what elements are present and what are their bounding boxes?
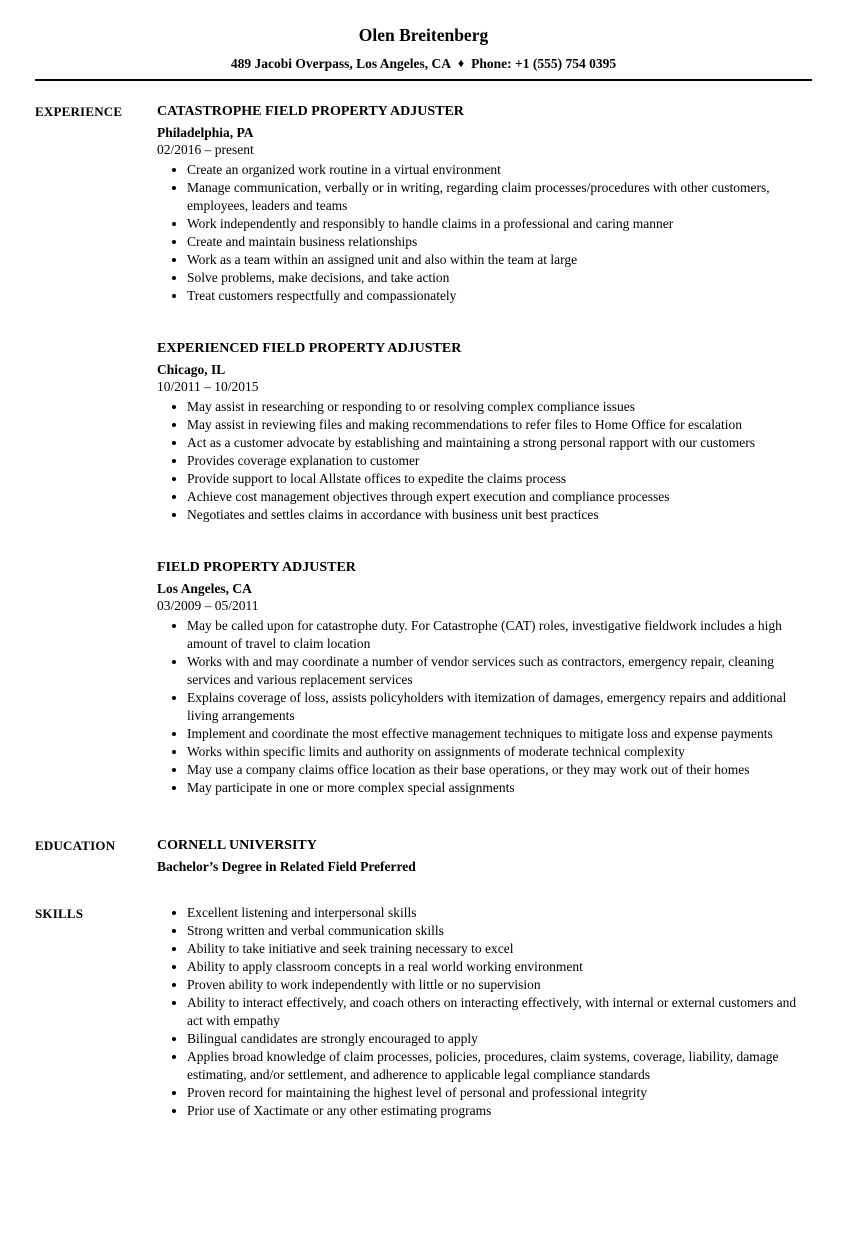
bullet-item: • Achieve cost management objectives through expert execution and compliance processes — [187, 488, 812, 506]
job-title: EXPERIENCED FIELD PROPERTY ADJUSTER — [157, 341, 462, 356]
bullet-item: • Works within specific limits and authority on assignments of moderate technical complexity — [187, 743, 812, 761]
bullet-item: • Strong written and verbal communication skills — [187, 922, 812, 940]
bullet-item: • Provides coverage explanation to customer — [187, 452, 812, 470]
bullet-item: • May participate in one or more complex special assignments — [187, 779, 812, 797]
bullet-item: • Create an organized work routine in a virtual environment — [187, 161, 812, 179]
bullet-item: • Ability to apply classroom concepts in a real world working environment — [187, 958, 812, 976]
bullet-item: • May be called upon for catastrophe duty. For Catastrophe (CAT) roles, investigative fieldwork includes a high amount of travel to claim location — [187, 617, 812, 653]
job-location: Los Angeles, CA — [157, 581, 252, 596]
skills-section-label: SKILLS — [35, 906, 84, 921]
header-divider — [35, 79, 812, 81]
skills-section — [35, 904, 812, 1120]
skills-content — [157, 904, 812, 1120]
bullet-item: • Treat customers respectfully and compassionately — [187, 287, 812, 305]
education-content — [157, 836, 812, 875]
diamond-separator-icon: ♦ — [458, 56, 465, 70]
experience-section — [35, 102, 812, 797]
job-dates: 03/2009 – 05/2011 — [157, 598, 259, 613]
contact-address: 489 Jacobi Overpass, Los Angeles, CA — [230, 56, 452, 71]
education-section — [35, 836, 812, 875]
bullet-item: • Work independently and responsibly to handle claims in a professional and caring manner — [187, 215, 812, 233]
job-bullet-list — [157, 398, 812, 524]
job-location: Chicago, IL — [157, 362, 226, 377]
job-entry-1 — [157, 102, 812, 305]
bullet-item: • Proven record for maintaining the highest level of personal and professional integrity — [187, 1084, 812, 1102]
bullet-item: • Bilingual candidates are strongly encouraged to apply — [187, 1030, 812, 1048]
job-location: Philadelphia, PA — [157, 125, 254, 140]
bullet-item: • Manage communication, verbally or in writing, regarding claim processes/procedures with other customers, employees, leaders and teams — [187, 179, 812, 215]
bullet-item: • Ability to take initiative and seek training necessary to excel — [187, 940, 812, 958]
job-entry-2 — [157, 339, 812, 524]
bullet-item: • Proven ability to work independently with little or no supervision — [187, 976, 812, 994]
degree: Bachelor’s Degree in Related Field Preferred — [157, 859, 416, 874]
education-section-label: EDUCATION — [35, 838, 116, 853]
bullet-item: • Ability to interact effectively, and coach others on interacting effectively, with internal or external customers and act with empathy — [187, 994, 812, 1030]
bullet-item: • May assist in researching or responding to or resolving complex compliance issues — [187, 398, 812, 416]
contact-line — [35, 55, 812, 72]
job-bullet-list — [157, 617, 812, 797]
bullet-item: • Create and maintain business relationships — [187, 233, 812, 251]
skills-bullet-list — [157, 904, 812, 1120]
bullet-item: • Negotiates and settles claims in accordance with business unit best practices — [187, 506, 812, 524]
bullet-item: • Implement and coordinate the most effective management techniques to mitigate loss and expense payments — [187, 725, 812, 743]
bullet-item: • Explains coverage of loss, assists policyholders with itemization of damages, emergency repairs and additional living arrangements — [187, 689, 812, 725]
school-name: CORNELL UNIVERSITY — [157, 838, 317, 853]
job-title: CATASTROPHE FIELD PROPERTY ADJUSTER — [157, 104, 464, 119]
experience-content — [157, 102, 812, 797]
bullet-item: • Works with and may coordinate a number of vendor services such as contractors, emergency repair, cleaning services and various replacement services — [187, 653, 812, 689]
job-dates: 02/2016 – present — [157, 142, 254, 157]
job-bullet-list — [157, 161, 812, 305]
job-title: FIELD PROPERTY ADJUSTER — [157, 560, 356, 575]
bullet-item: • Work as a team within an assigned unit and also within the team at large — [187, 251, 812, 269]
bullet-item: • Excellent listening and interpersonal skills — [187, 904, 812, 922]
bullet-item: • Act as a customer advocate by establishing and maintaining a strong personal rapport with our customers — [187, 434, 812, 452]
bullet-item: • May use a company claims office location as their base operations, or they may work out of their homes — [187, 761, 812, 779]
bullet-item: • Prior use of Xactimate or any other estimating programs — [187, 1102, 812, 1120]
bullet-item: • Applies broad knowledge of claim processes, policies, procedures, claim systems, coverage, liability, damage estimating, and/or settlement, and adherence to applicable legal compliance standards — [187, 1048, 812, 1084]
resume-header — [35, 24, 812, 72]
job-dates: 10/2011 – 10/2015 — [157, 379, 259, 394]
person-name: Olen Breitenberg — [358, 25, 489, 45]
experience-section-label: EXPERIENCE — [35, 104, 123, 119]
contact-phone: Phone: +1 (555) 754 0395 — [471, 56, 617, 71]
bullet-item: • Provide support to local Allstate offices to expedite the claims process — [187, 470, 812, 488]
job-entry-3 — [157, 558, 812, 797]
bullet-item: • May assist in reviewing files and making recommendations to refer files to Home Office for escalation — [187, 416, 812, 434]
bullet-item: • Solve problems, make decisions, and take action — [187, 269, 812, 287]
